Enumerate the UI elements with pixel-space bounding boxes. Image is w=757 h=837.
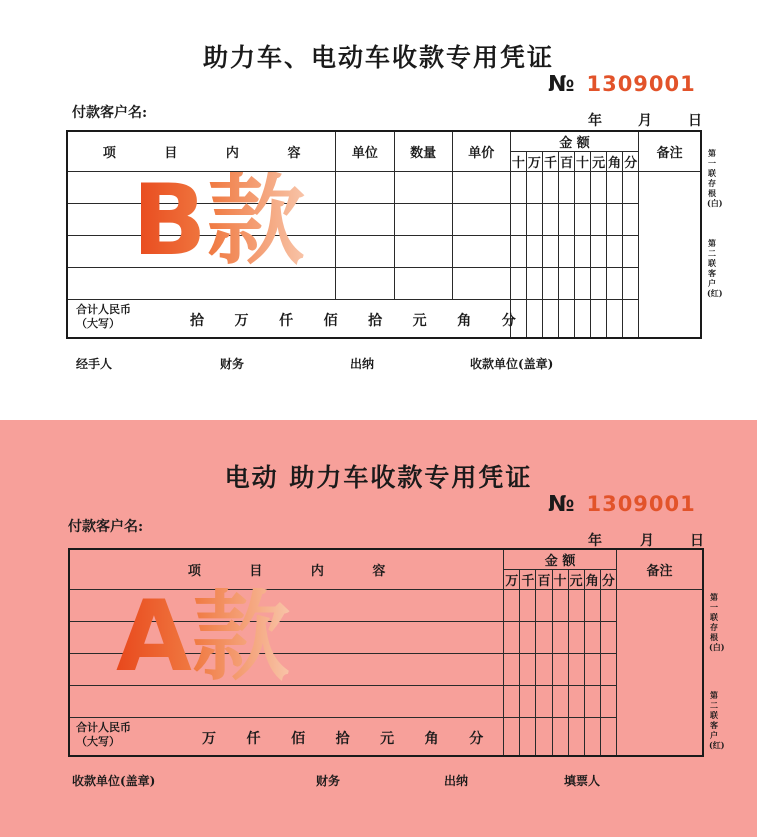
date-year: 年 (588, 113, 602, 129)
voucher-a (0, 420, 757, 837)
digit-cell: 万 (526, 152, 542, 172)
header-amount: 金 额 (504, 549, 617, 570)
sum-unit: 拾 (190, 313, 204, 329)
table-row (67, 268, 701, 300)
side-copy-2: 第二联客户(红) (707, 238, 723, 298)
digit-cell: 角 (584, 570, 600, 590)
sum-label-note: （大写） (76, 735, 120, 748)
digit-cell: 十 (552, 570, 568, 590)
watermark-b: B款 (132, 164, 305, 278)
voucher-table (68, 548, 704, 757)
digit-cell: 十 (510, 152, 526, 172)
header-qty: 数量 (394, 131, 452, 172)
side-copy-1: 第一联存根(白) (709, 592, 725, 652)
customer-label: 付款客户名: (72, 105, 148, 121)
table-row (67, 172, 701, 204)
side-copy-2: 第二联客户(红) (709, 690, 725, 750)
digit-cell: 百 (558, 152, 574, 172)
digit-cell: 角 (607, 152, 623, 172)
serial-number (548, 72, 696, 97)
sum-unit: 元 (380, 731, 395, 747)
table-row (69, 590, 703, 622)
digit-cell: 万 (504, 570, 520, 590)
voucher-table (66, 130, 702, 339)
table-row (67, 204, 701, 236)
header-item: 项 目 内 容 (67, 131, 336, 172)
sum-unit: 仟 (279, 313, 294, 329)
digit-cell: 分 (623, 152, 639, 172)
customer-label: 付款客户名: (68, 519, 144, 535)
date-month: 月 (638, 113, 652, 129)
serial-number (548, 492, 696, 517)
footer-cashier: 出纳 (350, 357, 375, 371)
date-month: 月 (640, 533, 654, 549)
sum-unit: 元 (412, 313, 427, 329)
header-price: 单价 (452, 131, 510, 172)
digit-cell: 百 (536, 570, 552, 590)
voucher-title: 助力车、电动车收款专用凭证 (202, 43, 554, 72)
sum-label: 合计人民币 (76, 303, 131, 316)
footer-finance: 财务 (316, 774, 341, 788)
header-item: 项 目 内 容 (69, 549, 504, 590)
number-symbol: № (548, 492, 575, 517)
side-copy-1: 第一联存根(白) (707, 148, 723, 208)
sum-unit: 角 (457, 313, 472, 329)
table-row (69, 654, 703, 686)
digit-cell: 元 (591, 152, 607, 172)
digit-cell: 分 (600, 570, 616, 590)
sum-label: 合计人民币 (76, 721, 131, 734)
header-note: 备注 (639, 131, 701, 172)
sum-unit: 万 (234, 313, 249, 329)
sum-unit: 分 (469, 731, 484, 747)
header-unit: 单位 (336, 131, 394, 172)
sum-unit: 分 (501, 313, 516, 329)
date-year: 年 (588, 533, 602, 549)
footer-cashier: 出纳 (444, 774, 469, 788)
header-note: 备注 (616, 549, 703, 590)
digit-cell: 千 (520, 570, 536, 590)
sum-unit: 拾 (335, 731, 350, 747)
sum-unit: 佰 (323, 313, 338, 329)
sum-label-note: （大写） (76, 317, 120, 330)
watermark-a: A款 (116, 580, 290, 694)
number-symbol: № (548, 72, 575, 97)
footer-finance: 财务 (220, 357, 245, 371)
sum-row (69, 718, 703, 756)
sum-unit: 仟 (246, 731, 261, 747)
sum-unit: 万 (202, 731, 216, 747)
sum-unit: 拾 (368, 313, 383, 329)
digit-cell: 千 (542, 152, 558, 172)
header-amount: 金 额 (510, 131, 638, 152)
table-row (69, 622, 703, 654)
table-row (69, 686, 703, 718)
sum-unit: 角 (424, 731, 439, 747)
footer-payee-seal: 收款单位(盖章) (72, 774, 156, 788)
footer-issuer: 填票人 (564, 774, 601, 788)
digit-cell: 十 (575, 152, 591, 172)
date-day: 日 (688, 113, 702, 129)
digit-cell: 元 (568, 570, 584, 590)
footer-payee-seal: 收款单位(盖章) (470, 357, 554, 371)
table-row (67, 236, 701, 268)
sum-row (67, 300, 701, 338)
serial-value: 1309001 (586, 492, 696, 516)
voucher-title: 电动 助力车收款专用凭证 (224, 463, 533, 492)
date-day: 日 (690, 533, 704, 549)
footer-handler: 经手人 (76, 357, 113, 371)
serial-value: 1309001 (586, 72, 696, 96)
sum-unit: 佰 (291, 731, 306, 747)
